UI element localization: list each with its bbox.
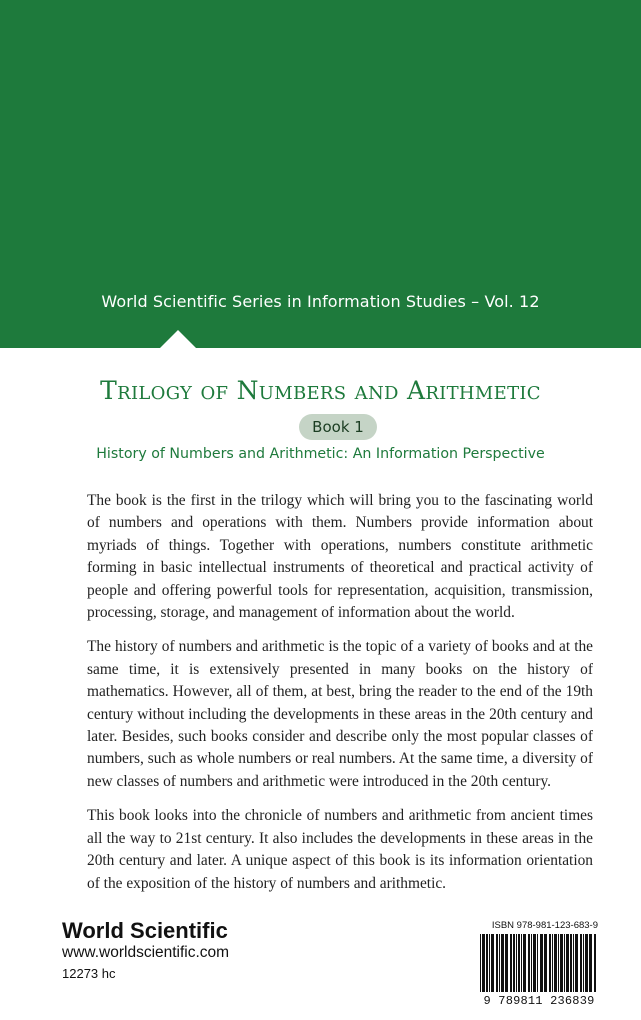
barcode-bar [505,934,508,992]
barcode-bar [573,934,574,992]
publisher-name: World Scientific [62,918,228,943]
product-code: 12273 hc [62,966,116,981]
barcode-bar [537,934,538,992]
blurb [87,490,593,907]
barcode-bar [528,934,530,992]
barcode-bar [531,934,532,992]
book-title: Trilogy of Numbers and Arithmetic [100,376,541,405]
barcode-bar [510,934,512,992]
barcode-bar [523,934,526,992]
blurb-paragraph: The history of numbers and arithmetic is the topic of a variety of books and at the same time, it is extensively presented in many books on the history of mathematics. However, all of them, at best, bring the reader to the end of the 19th century without including the developments in these areas in the 20th century and later. Besides, such books consider and describe only the most popular classes of numbers, such as whole numbers or real numbers. At the same time, a diversity of new classes of numbers and arithmetic were introduced in the 20th century. [87,638,593,790]
barcode-bar [564,934,565,992]
barcode-bar [549,934,551,992]
barcode-bar [533,934,536,992]
band-notch [160,330,196,348]
barcode-bar [560,934,563,992]
barcode-bar [482,934,485,992]
barcode-bar [554,934,557,992]
barcode-bar [521,934,522,992]
barcode-digits: 9 789811 236839 [483,994,595,1008]
barcode-bar [570,934,572,992]
barcode-bar [496,934,498,992]
barcode-bar [580,934,582,992]
barcode-bar [558,934,559,992]
barcode-bar [480,934,481,992]
barcode-bar [583,934,584,992]
barcode-bar [501,934,504,992]
blurb-paragraph: The book is the first in the trilogy which will bring you to the fascinating world of numbers and operations with them. Numbers provide information about myriads of things. Together with operations, numbers constitute arithmetic forming in basic intellectual instruments of theoretical and practical activity of people and offering powerful tools for representation, acquisition, transmission, processing, storage, and management of information about the world. [87,492,593,622]
barcode-bar [552,934,553,992]
barcode-bar [566,934,569,992]
barcode-bar [594,934,596,992]
barcode-bar [575,934,578,992]
barcode-bar [589,934,592,992]
publisher-website: www.worldscientific.com [62,944,230,961]
barcode-bar [585,934,588,992]
book-number-badge: Book 1 [299,414,377,440]
barcode-bar [486,934,488,992]
isbn-label: ISBN 978-981-123-683-9 [491,920,598,931]
barcode-bar [491,934,494,992]
barcode-bar [516,934,517,992]
barcode-bar [544,934,547,992]
blurb-paragraph: This book looks into the chronicle of numbers and arithmetic from ancient times all the way to 21st century. It also includes the developments in these areas in the 20th century and later. A unique aspect of this book is its information orientation of the exposition of the history of numbers and arithmetic. [87,807,593,892]
barcode-image [478,934,600,994]
series-title: World Scientific Series in Information Studies – Vol. 12 [101,292,540,311]
barcode-bar [499,934,500,992]
barcode-bar [540,934,543,992]
barcode-bar [518,934,520,992]
barcode-bar [489,934,490,992]
barcode-bar [513,934,515,992]
book-subtitle: History of Numbers and Arithmetic: An Information Perspective [96,446,545,462]
